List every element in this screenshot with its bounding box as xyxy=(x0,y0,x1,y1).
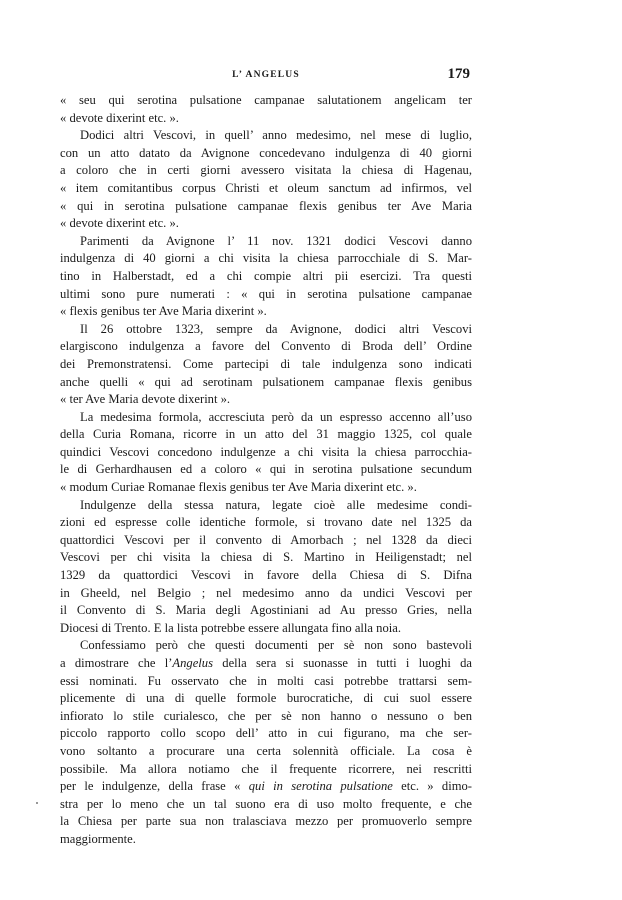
text-line: le di Gerhardhausen ed a coloro « qui in serotina pulsatione secundum xyxy=(60,462,472,477)
text-line: in Gheeld, nel Belgio ; nel medesimo anno da undici Vescovi per xyxy=(60,585,472,600)
text-line: anche quelli « qui ad serotinam pulsationem campanae flexis genibus xyxy=(60,374,472,389)
text-line: infiorato lo stile curialesco, che per sè non hanno o nessuno o ben xyxy=(60,708,472,723)
text-line: « devote dixerint etc. ». xyxy=(60,216,179,231)
text-line: il Convento di S. Maria degli Agostiniani ad Au presso Gries, nella xyxy=(60,603,472,618)
text-line: Dodici altri Vescovi, in quell’ anno medesimo, nel mese di luglio, xyxy=(80,128,472,143)
running-title: L’ ANGELUS xyxy=(232,70,300,80)
text-fragment: per le indulgenze, della frase « xyxy=(60,779,249,794)
text-line: con un atto datato da Avignone concedevano indulgenza di 40 giorni xyxy=(60,145,472,160)
text-line: a coloro che in certi giorni avessero visitata la chiesa di Hagenau, xyxy=(60,163,472,178)
text-line: Parimenti da Avignone l’ 11 nov. 1321 dodici Vescovi danno xyxy=(80,233,472,248)
italic-phrase: qui in serotina pulsatione xyxy=(248,779,393,794)
text-line: dei Premonstratensi. Come partecipi di tale indulgenza sono indicati xyxy=(60,356,472,371)
text-line: la Chiesa per parte sua non tralasciava mezzo per promuoverlo sempre xyxy=(60,814,472,829)
text-line: quattordici Vescovi per il convento di Amorbach ; nel 1328 da dieci xyxy=(60,532,472,547)
text-line: « seu qui serotina pulsatione campanae salutationem angelicam ter xyxy=(60,93,472,107)
text-fragment: della sera si suonasse in tutti i luoghi da xyxy=(213,656,472,670)
scan-speck xyxy=(36,802,38,804)
text-line: quindici Vescovi concedono indulgenze a chi visita la chiesa parrocchia- xyxy=(60,444,472,459)
text-line: « modum Curiae Romanae flexis genibus ter Ave Maria dixerint etc. ». xyxy=(60,480,417,495)
text-line: maggiormente. xyxy=(60,831,136,846)
text-line: 1329 da quattordici Vescovi in favore della Chiesa di S. Difna xyxy=(60,568,472,583)
text-line: « flexis genibus ter Ave Maria dixerint ». xyxy=(60,304,267,319)
text-line: « item comitantibus corpus Christi et oleum sanctum ad infirmos, vel xyxy=(60,180,472,195)
text-line: della Curia Romana, ricorre in un atto del 31 maggio 1325, col quale xyxy=(60,427,472,442)
text-line: zioni ed espresse colle identiche formole, si trovano date nel 1325 da xyxy=(60,515,472,530)
italic-term: Angelus xyxy=(172,656,213,670)
text-line xyxy=(60,778,472,796)
body-text xyxy=(60,92,472,849)
text-line: plicemente di una di quelle formole burocratiche, di cui suol essere xyxy=(60,691,472,706)
page-number: 179 xyxy=(447,66,470,82)
text-line: Confessiamo però che questi documenti per sè non sono bastevoli xyxy=(80,638,472,653)
text-line: piccolo rapporto collo scopo dell’ atto in cui figurano, ma che ser- xyxy=(60,726,472,741)
text-fragment: etc. » dimo- xyxy=(392,779,472,794)
text-line: possibile. Ma allora notiamo che il frequente ricorrere, nei rescritti xyxy=(60,761,472,776)
text-line: elargiscono indulgenza a favore del Convento di Broda dell’ Ordine xyxy=(60,339,472,354)
text-line: Diocesi di Trento. E la lista potrebbe essere allungata fino alla noia. xyxy=(60,620,401,635)
text-line: Il 26 ottobre 1323, sempre da Avignone, dodici altri Vescovi xyxy=(80,321,472,336)
page-header xyxy=(60,66,472,86)
text-fragment: a dimostrare che l’ xyxy=(60,656,173,670)
text-line: tino in Halberstadt, ed a chi compie altri pii esercizi. Tra questi xyxy=(60,268,472,283)
text-line: Vescovi per chi visita la chiesa di S. Martino in Heiligenstadt; nel xyxy=(60,550,472,565)
text-line: « ter Ave Maria devote dixerint ». xyxy=(60,392,231,407)
text-line: « qui in serotina pulsatione campanae flexis genibus ter Ave Maria xyxy=(60,198,472,213)
text-line: « devote dixerint etc. ». xyxy=(60,110,179,125)
text-line: Indulgenze della stessa natura, legate cioè alle medesime condi- xyxy=(80,497,472,512)
text-line: indulgenza di 40 giorni a chi visita la chiesa parrocchiale di S. Mar- xyxy=(60,251,472,266)
text-line xyxy=(60,655,472,673)
text-line: essi nominati. Fu osservato che in molti casi potrebbe trattarsi sem- xyxy=(60,673,472,688)
text-line: vono soltanto a procurare una certa solennità officiale. La cosa è xyxy=(60,743,472,758)
text-line: La medesima formola, accresciuta però da un espresso accenno all’uso xyxy=(80,409,472,424)
text-line: stra per lo meno che un tal suono era di uso molto frequente, e che xyxy=(60,796,472,811)
text-line: ultimi sono pure numerati : « qui in serotina pulsatione campanae xyxy=(60,286,472,301)
